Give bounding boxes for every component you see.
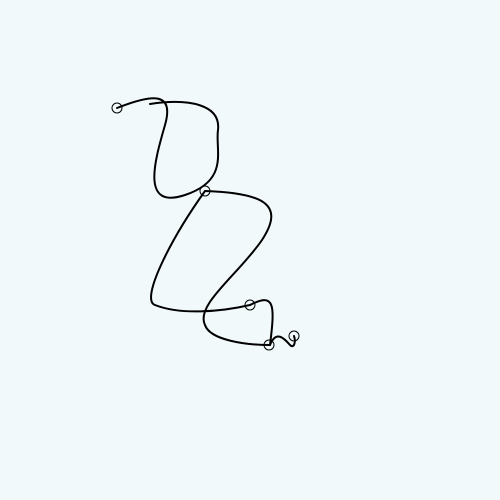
spline-segment-2 xyxy=(151,191,250,311)
spline-segment-4 xyxy=(250,300,273,345)
spline-segment-1 xyxy=(117,98,218,198)
spline-segment-3 xyxy=(204,191,272,345)
